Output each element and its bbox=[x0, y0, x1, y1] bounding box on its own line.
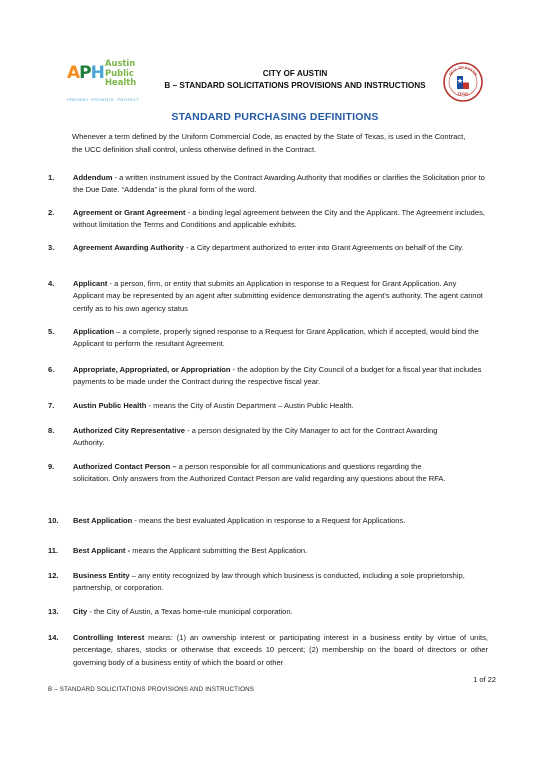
aph-logo-words: Austin Public Health bbox=[105, 58, 137, 88]
footer-text: B – STANDARD SOLICITATIONS PROVISIONS AND INSTRUCTIONS bbox=[48, 686, 255, 693]
austin-public-health-logo bbox=[67, 59, 147, 103]
aph-logo-tagline: PREVENT. PROMOTE. PROTECT. bbox=[67, 97, 141, 102]
intro-paragraph: Whenever a term defined by the Uniform Commercial Code, as enacted by the State of Texas, is used in the Contract, the UCC definition shall control, unless otherwise defined in the Contract. bbox=[72, 132, 466, 154]
document-header bbox=[150, 68, 440, 92]
svg-text:TEXAS: TEXAS bbox=[457, 92, 469, 96]
svg-text:SEAL OF AUSTIN: SEAL OF AUSTIN bbox=[448, 65, 478, 77]
header-subtitle: B – STANDARD SOLICITATIONS PROVISIONS AND INSTRUCTIONS bbox=[164, 81, 426, 90]
page-title: STANDARD PURCHASING DEFINITIONS bbox=[171, 111, 379, 123]
header-city: CITY OF AUSTIN bbox=[262, 69, 328, 78]
page-number: 1 of 22 bbox=[473, 675, 496, 684]
aph-logo-mark: APH bbox=[67, 63, 104, 83]
city-seal-icon bbox=[443, 62, 483, 102]
